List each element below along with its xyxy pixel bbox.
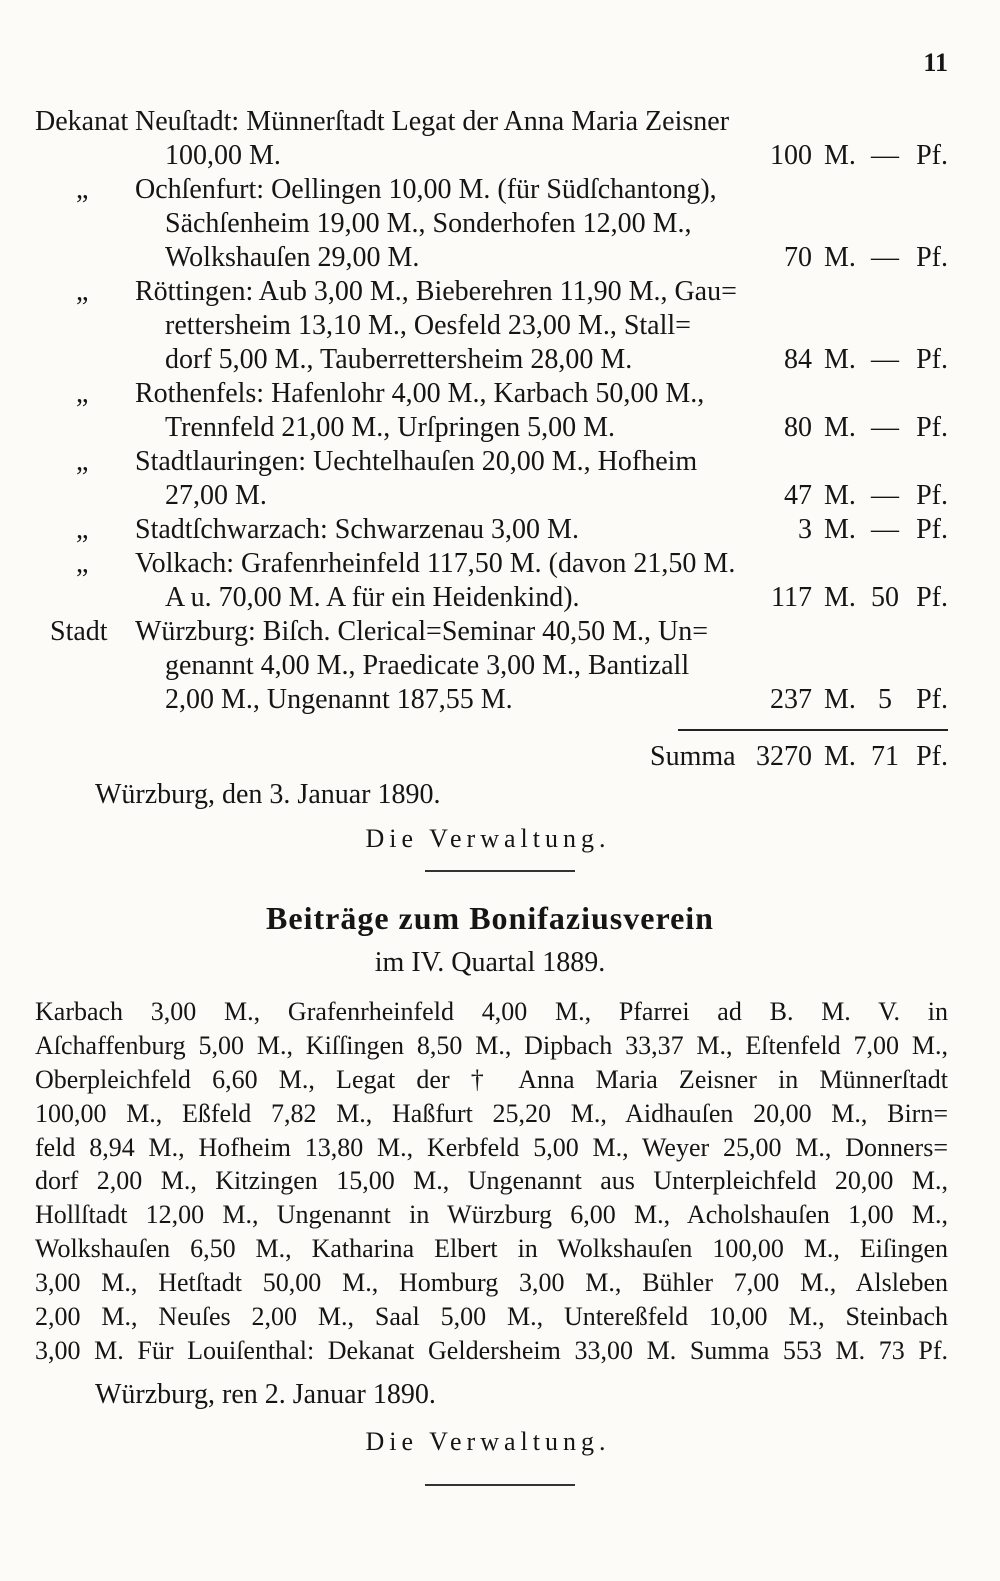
dateline: Würzburg, den 3. Januar 1890.: [95, 779, 441, 810]
ledger-row: [0, 513, 1000, 547]
ditto-mark: „: [76, 174, 89, 205]
amount-mark-value: 47: [784, 480, 812, 511]
row-text: A u. 70,00 M. A für ein Heidenkind).: [165, 582, 580, 613]
paragraph-line: Hollſtadt 12,00 M., Ungenannt in Würzburg 6,00 M., Acholshauſen 1,00 M.,: [35, 1200, 948, 1230]
amount-mark-value: 117: [771, 582, 812, 613]
ledger-row: [0, 343, 1000, 377]
row-amount: [748, 241, 948, 275]
section-divider: [425, 870, 575, 872]
row-text: genannt 4,00 M., Praedicate 3,00 M., Bantizall: [165, 650, 690, 681]
row-text: rettersheim 13,10 M., Oesfeld 23,00 M., Stall=: [165, 310, 691, 341]
amount-pf-value: —: [871, 514, 899, 545]
total-row: [0, 740, 1000, 774]
paragraph-line: 2,00 M., Neuſes 2,00 M., Saal 5,00 M., Untereßfeld 10,00 M., Steinbach: [35, 1302, 948, 1332]
ledger-row: [0, 309, 1000, 343]
paragraph-line: Aſchaffenburg 5,00 M., Kiſſingen 8,50 M., Dipbach 33,37 M., Eſtenfeld 7,00 M.,: [35, 1030, 948, 1060]
row-text: 27,00 M.: [165, 480, 267, 511]
ditto-mark: „: [76, 276, 89, 307]
row-amount: [748, 139, 948, 173]
total-amount: [748, 740, 948, 774]
ledger-row: [0, 377, 1000, 411]
row-text: Ochſenfurt: Oellingen 10,00 M. (für Südſchantong),: [135, 174, 717, 205]
amount-pf-unit: Pf.: [916, 582, 948, 613]
stadt-label: Stadt: [50, 616, 108, 647]
row-text: 100,00 M.: [165, 140, 281, 171]
amount-mark-value: 3270: [756, 741, 812, 772]
paragraph-line: dorf 2,00 M., Kitzingen 15,00 M., Ungenannt aus Unterpleichfeld 20,00 M.,: [35, 1166, 948, 1196]
paragraph-line: 3,00 M. Für Louiſenthal: Dekanat Geldersheim 33,00 M. Summa 553 M. 73 Pf.: [35, 1335, 948, 1365]
amount-mark-unit: M.: [824, 242, 856, 273]
ledger-row: [0, 241, 1000, 275]
contribution-paragraph: [35, 995, 948, 1368]
row-text: Sächſenheim 19,00 M., Sonderhofen 12,00 M.,: [165, 208, 692, 239]
amount-pf-unit: Pf.: [916, 741, 948, 772]
amount-mark-value: 84: [784, 344, 812, 375]
amount-pf-value: 50: [871, 582, 899, 613]
row-text: Volkach: Grafenrheinfeld 117,50 M. (davon 21,50 M.: [135, 548, 736, 579]
row-amount: [748, 479, 948, 513]
ledger-row: [0, 615, 1000, 649]
paragraph-line: 3,00 M., Hetſtadt 50,00 M., Homburg 3,00 M., Bühler 7,00 M., Alsleben: [35, 1268, 948, 1298]
ledger-row: [0, 207, 1000, 241]
paragraph-line: 100,00 M., Eßfeld 7,82 M., Haßfurt 25,20 M., Aidhauſen 20,00 M., Birn=: [35, 1098, 948, 1128]
amount-pf-value: —: [871, 140, 899, 171]
amount-mark-value: 237: [770, 684, 812, 715]
amount-mark-unit: M.: [824, 344, 856, 375]
paragraph-line: Wolkshauſen 6,50 M., Katharina Elbert in Wolkshauſen 100,00 M., Eiſingen: [35, 1234, 948, 1264]
amount-pf-value: —: [871, 242, 899, 273]
ditto-mark: „: [76, 514, 89, 545]
amount-mark-unit: M.: [824, 582, 856, 613]
amount-mark-value: 80: [784, 412, 812, 443]
section-title: Beiträge zum Bonifaziusverein: [266, 900, 714, 936]
amount-pf-unit: Pf.: [916, 242, 948, 273]
amount-pf-unit: Pf.: [916, 684, 948, 715]
amount-mark-value: 3: [798, 514, 812, 545]
row-amount: [748, 343, 948, 377]
row-text: Trennfeld 21,00 M., Urſpringen 5,00 M.: [165, 412, 616, 443]
paragraph-line: feld 8,94 M., Hofheim 13,80 M., Kerbfeld 5,00 M., Weyer 25,00 M., Donners=: [35, 1132, 948, 1162]
amount-mark-unit: M.: [824, 480, 856, 511]
row-text: Wolkshauſen 29,00 M.: [165, 242, 420, 273]
amount-mark-unit: M.: [824, 684, 856, 715]
amount-pf-value: 71: [871, 741, 899, 772]
row-text: Würzburg: Biſch. Clerical=Seminar 40,50 M., Un=: [135, 616, 709, 647]
ledger-row: [0, 547, 1000, 581]
amount-pf-unit: Pf.: [916, 412, 948, 443]
amount-pf-value: 5: [878, 684, 892, 715]
amount-mark-unit: M.: [824, 514, 856, 545]
amount-pf-unit: Pf.: [916, 140, 948, 171]
ditto-mark: „: [76, 548, 89, 579]
ledger-row: [0, 173, 1000, 207]
amount-pf-unit: Pf.: [916, 514, 948, 545]
row-amount: [748, 683, 948, 717]
row-text: Neuſtadt: Münnerſtadt Legat der Anna Maria Zeisner: [135, 106, 730, 137]
row-text: 2,00 M., Ungenannt 187,55 M.: [165, 684, 513, 715]
ledger-row: [0, 649, 1000, 683]
ditto-mark: „: [76, 446, 89, 477]
amount-pf-value: —: [871, 412, 899, 443]
section-subtitle: im IV. Quartal 1889.: [374, 947, 606, 978]
row-amount: [748, 513, 948, 547]
ledger-row: [0, 581, 1000, 615]
amount-mark-unit: M.: [824, 140, 856, 171]
dekanat-label: Dekanat: [35, 106, 129, 137]
total-label: Summa: [650, 741, 736, 772]
amount-mark-unit: M.: [824, 741, 856, 772]
row-text: Rothenfels: Hafenlohr 4,00 M., Karbach 50,00 M.,: [135, 378, 705, 409]
ledger-row: [0, 445, 1000, 479]
paragraph-line: Oberpleichfeld 6,60 M., Legat der † Anna Maria Zeisner in Münnerſtadt: [35, 1064, 948, 1094]
row-text: dorf 5,00 M., Tauberrettersheim 28,00 M.: [165, 344, 633, 375]
amount-mark-value: 100: [770, 140, 812, 171]
amount-pf-value: —: [871, 344, 899, 375]
amount-pf-unit: Pf.: [916, 344, 948, 375]
amount-pf-value: —: [871, 480, 899, 511]
section-divider: [425, 1484, 575, 1486]
row-text: Röttingen: Aub 3,00 M., Bieberehren 11,90 M., Gau=: [135, 276, 737, 307]
row-text: Stadtlauringen: Uechtelhauſen 20,00 M., Hofheim: [135, 446, 698, 477]
paragraph-line: Karbach 3,00 M., Grafenrheinfeld 4,00 M., Pfarrei ad B. M. V. in: [35, 997, 948, 1026]
page-number: 11: [923, 48, 948, 77]
ledger-row: [0, 683, 1000, 717]
ledger-row: [0, 479, 1000, 513]
amount-mark-value: 70: [784, 242, 812, 273]
ditto-mark: „: [76, 378, 89, 409]
ledger-row: [0, 275, 1000, 309]
ledger-row: [0, 105, 1000, 139]
row-amount: [748, 581, 948, 615]
amount-mark-unit: M.: [824, 412, 856, 443]
row-text: Stadtſchwarzach: Schwarzenau 3,00 M.: [135, 514, 579, 545]
ledger-row: [0, 139, 1000, 173]
total-rule: [678, 729, 948, 731]
row-amount: [748, 411, 948, 445]
amount-pf-unit: Pf.: [916, 480, 948, 511]
ledger-row: [0, 411, 1000, 445]
contribution-list: [0, 105, 1000, 717]
signature: Die Verwaltung.: [365, 824, 611, 853]
signature: Die Verwaltung.: [365, 1427, 611, 1456]
dateline: Würzburg, ren 2. Januar 1890.: [95, 1379, 436, 1410]
